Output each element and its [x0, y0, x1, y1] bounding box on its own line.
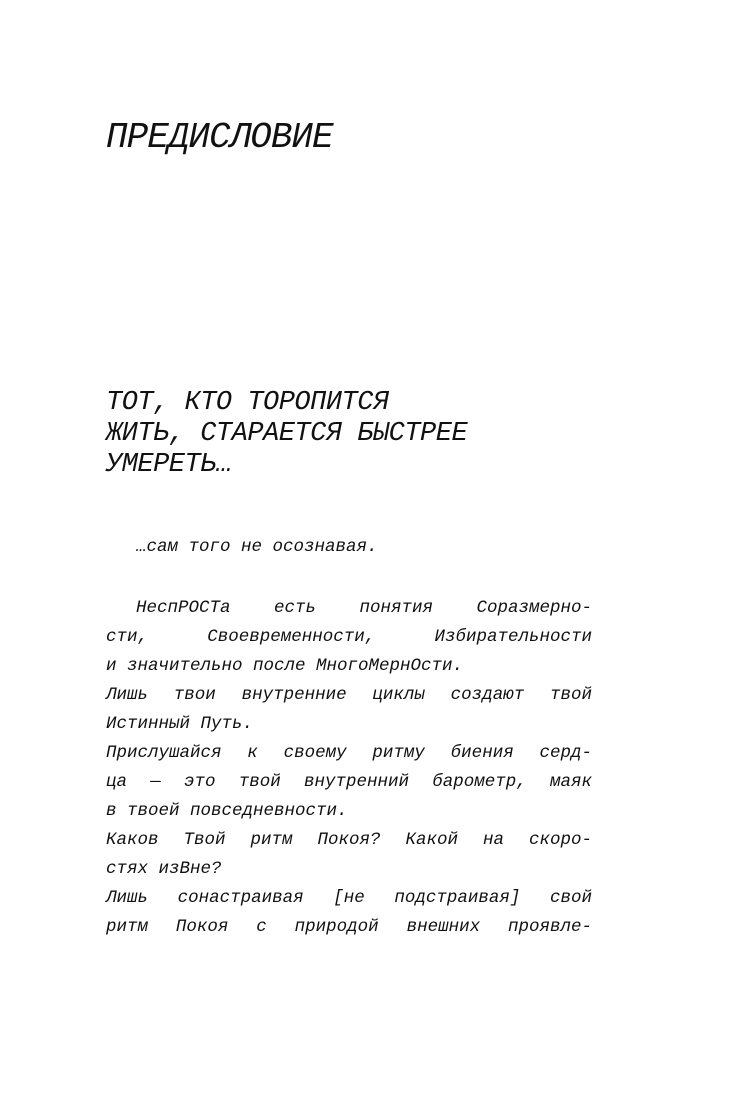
body-text [106, 594, 592, 942]
body-line: НеспРОСТа есть понятия Соразмерно- [136, 598, 592, 618]
body-line: стях изВне? [106, 859, 222, 879]
epigraph-continuation: …сам того не осознавая. [136, 537, 378, 557]
epigraph-line: ЖИТЬ, СТАРАЕТСЯ БЫСТРЕЕ [106, 419, 468, 449]
body-line: Каков Твой ритм Покоя? Какой на скоро- [106, 830, 592, 850]
body-line: ца — это твой внутренний барометр, маяк [106, 772, 592, 792]
epigraph-line: УМЕРЕТЬ… [106, 450, 232, 480]
body-line: Прислушайся к своему ритму биения серд- [106, 743, 592, 763]
body-line: Лишь сонастраивая [не подстраивая] свой [106, 888, 592, 908]
chapter-title: ПРЕДИСЛОВИЕ [106, 117, 333, 158]
epigraph [106, 388, 467, 481]
body-line: Истинный Путь. [106, 714, 254, 734]
body-line: сти, Своевременности, Избирательности [106, 627, 592, 647]
epigraph-line: ТОТ, КТО ТОРОПИТСЯ [106, 388, 389, 418]
body-line: и значительно после МногоМернОсти. [106, 656, 464, 676]
body-line: Лишь твои внутренние циклы создают твой [106, 685, 592, 705]
body-line: в твоей повседневности. [106, 801, 348, 821]
body-line: ритм Покоя с природой внешних проявле- [106, 917, 592, 937]
